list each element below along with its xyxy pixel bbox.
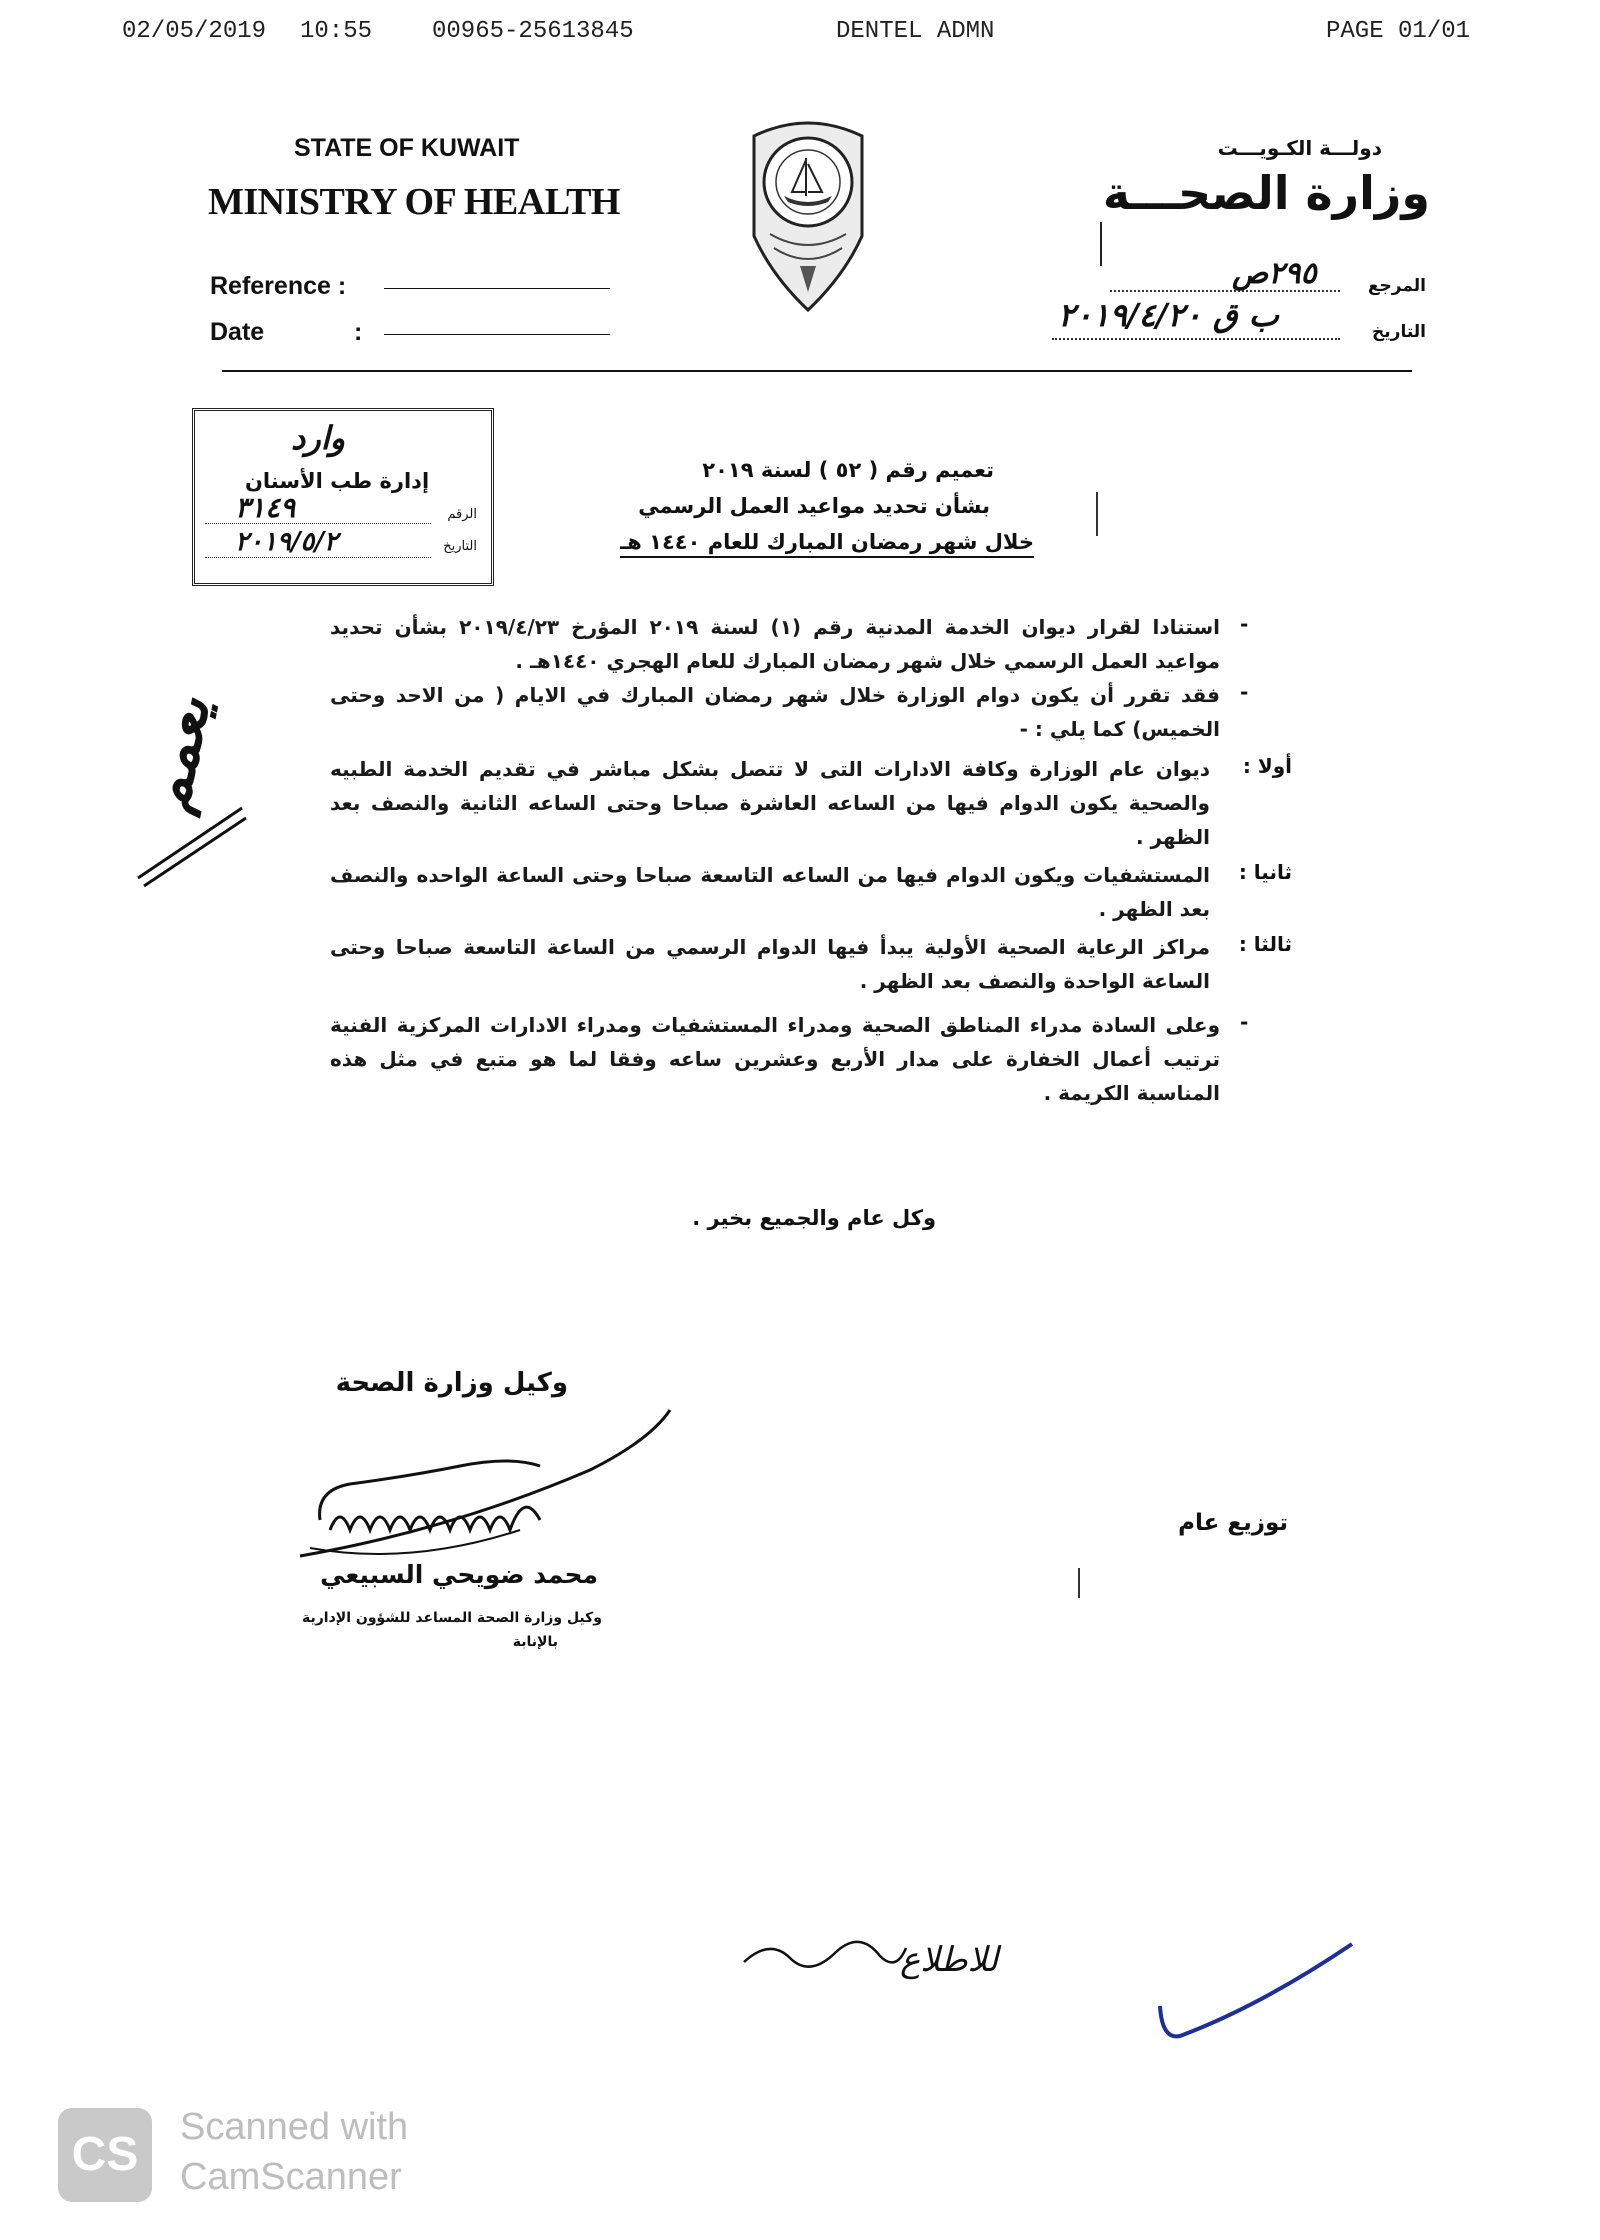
letterhead-state: STATE OF KUWAIT xyxy=(294,134,520,162)
reference-label: Reference : xyxy=(210,272,347,300)
reference-label-ar: المرجع xyxy=(1367,276,1426,296)
subject-line-3: خلال شهر رمضان المبارك للعام ١٤٤٠ هـ xyxy=(620,530,1034,558)
closing-instruction: وعلى السادة مدراء المناطق الصحية ومدراء المستشفيات ومدراء الادارات المركزية الفنية ترتيب أعمال الخفارة على مدار الأربع وعشرين ساعه وفقا لما هو متبع في مثل هذه المناسبة الكريمة . xyxy=(330,1013,1220,1105)
fax-date: 02/05/2019 xyxy=(122,18,267,45)
distribution: توزيع عام xyxy=(1178,1510,1288,1536)
margin-strokes xyxy=(130,770,250,890)
distribution-pen-mark xyxy=(1078,1568,1080,1598)
margin-note: يعمم xyxy=(132,690,224,818)
header-divider xyxy=(222,370,1412,372)
bullet-1: - xyxy=(1240,612,1249,636)
third-label: ثالثا : xyxy=(1238,932,1292,956)
second-label: ثانيا : xyxy=(1238,860,1292,884)
bullet-2: - xyxy=(1240,680,1249,704)
inbound-stamp xyxy=(192,408,494,586)
handwritten-signature xyxy=(290,1380,680,1580)
subject-pen-mark xyxy=(1096,492,1098,536)
stamp-date-label: التاريخ xyxy=(443,539,477,554)
fax-department: DENTEL ADMN xyxy=(836,18,995,45)
reference-value-ar: ٢٩٥ص xyxy=(1232,256,1317,291)
signature-title: وكيل وزارة الصحة xyxy=(335,1368,568,1398)
date-line xyxy=(384,334,610,335)
second-paragraph: المستشفيات ويكون الدوام فيها من الساعه التاسعة صباحا وحتى الساعة الواحده والنصف بعد الظهر . xyxy=(330,863,1210,921)
check-mark-icon xyxy=(1150,1936,1360,2056)
stamp-date-line xyxy=(205,557,431,558)
stamp-number-value: ٣١٤٩ xyxy=(235,491,296,524)
greeting: وكل عام والجميع بخير . xyxy=(692,1206,936,1230)
fax-phone: 00965-25613845 xyxy=(432,18,634,45)
date-value-ar: ب ق ٢٠١٩/٤/٢٠ xyxy=(1058,296,1279,334)
subject-line-1: تعميم رقم ( ٥٢ ) لسنة ٢٠١٩ xyxy=(702,458,994,482)
stamp-date-value: ٢٠١٩/٥/٢ xyxy=(235,527,338,557)
first-label: أولا : xyxy=(1242,754,1292,778)
subject-line-2: بشأن تحديد مواعيد العمل الرسمي xyxy=(638,494,990,518)
camscanner-logo-icon: CS xyxy=(58,2108,152,2202)
signature-name: محمد ضويحي السبيعي xyxy=(320,1560,598,1589)
letterhead-ministry-ar: وزارة الصحـــة xyxy=(1102,166,1430,220)
date-label: Date xyxy=(210,318,265,346)
signature-role-1: وكيل وزارة الصحة المساعد للشؤون الإدارية xyxy=(302,1610,602,1626)
intro-paragraph-2: فقد تقرر أن يكون دوام الوزارة خلال شهر رمضان المبارك في الايام ( من الاحد وحتى الخميس) كما يلي : - xyxy=(330,683,1220,741)
date-colon: : xyxy=(354,318,363,346)
letterhead-ministry: MINISTRY OF HEALTH xyxy=(208,181,620,223)
kuwait-emblem-icon xyxy=(740,116,876,312)
intro-paragraph-1: استنادا لقرار ديوان الخدمة المدنية رقم (١) لسنة ٢٠١٩ المؤرخ ٢٠١٩/٤/٢٣ بشأن تحديد مواعيد العمل الرسمي خلال شهر رمضان المبارك للعام الهجري ١٤٤٠هـ . xyxy=(330,615,1220,673)
stamp-dept: إدارة طب الأسنان xyxy=(245,469,430,493)
bullet-3: - xyxy=(1240,1010,1249,1034)
bottom-note: للاطلاع xyxy=(900,1940,999,1980)
stamp-number-label: الرقم xyxy=(447,507,477,522)
date-line-ar xyxy=(1052,338,1340,340)
letterhead-state-ar: دولـــة الكـويـــت xyxy=(1217,136,1382,160)
pen-mark xyxy=(1100,222,1102,266)
fax-time: 10:55 xyxy=(300,18,373,45)
bottom-scribble xyxy=(740,1918,910,1988)
third-paragraph: مراكز الرعاية الصحية الأولية يبدأ فيها الدوام الرسمي من الساعة التاسعة صباحا وحتى الساعة الواحدة والنصف بعد الظهر . xyxy=(330,935,1210,993)
first-paragraph: ديوان عام الوزارة وكافة الادارات التى لا تتصل بشكل مباشر في تقديم الخدمة الطبيه والصحية يكون الدوام فيها من الساعه العاشرة صباحا وحتى الساعه الثانية والنصف بعد الظهر . xyxy=(330,757,1210,849)
reference-line xyxy=(384,288,610,289)
watermark-line-1: Scanned with xyxy=(180,2106,409,2148)
signature-role-2: بالإنابة xyxy=(512,1634,558,1650)
watermark-line-2: CamScanner xyxy=(180,2156,402,2198)
stamp-title: وارد xyxy=(291,419,346,457)
date-label-ar: التاريخ xyxy=(1372,322,1426,342)
fax-page: PAGE 01/01 xyxy=(1326,18,1471,45)
